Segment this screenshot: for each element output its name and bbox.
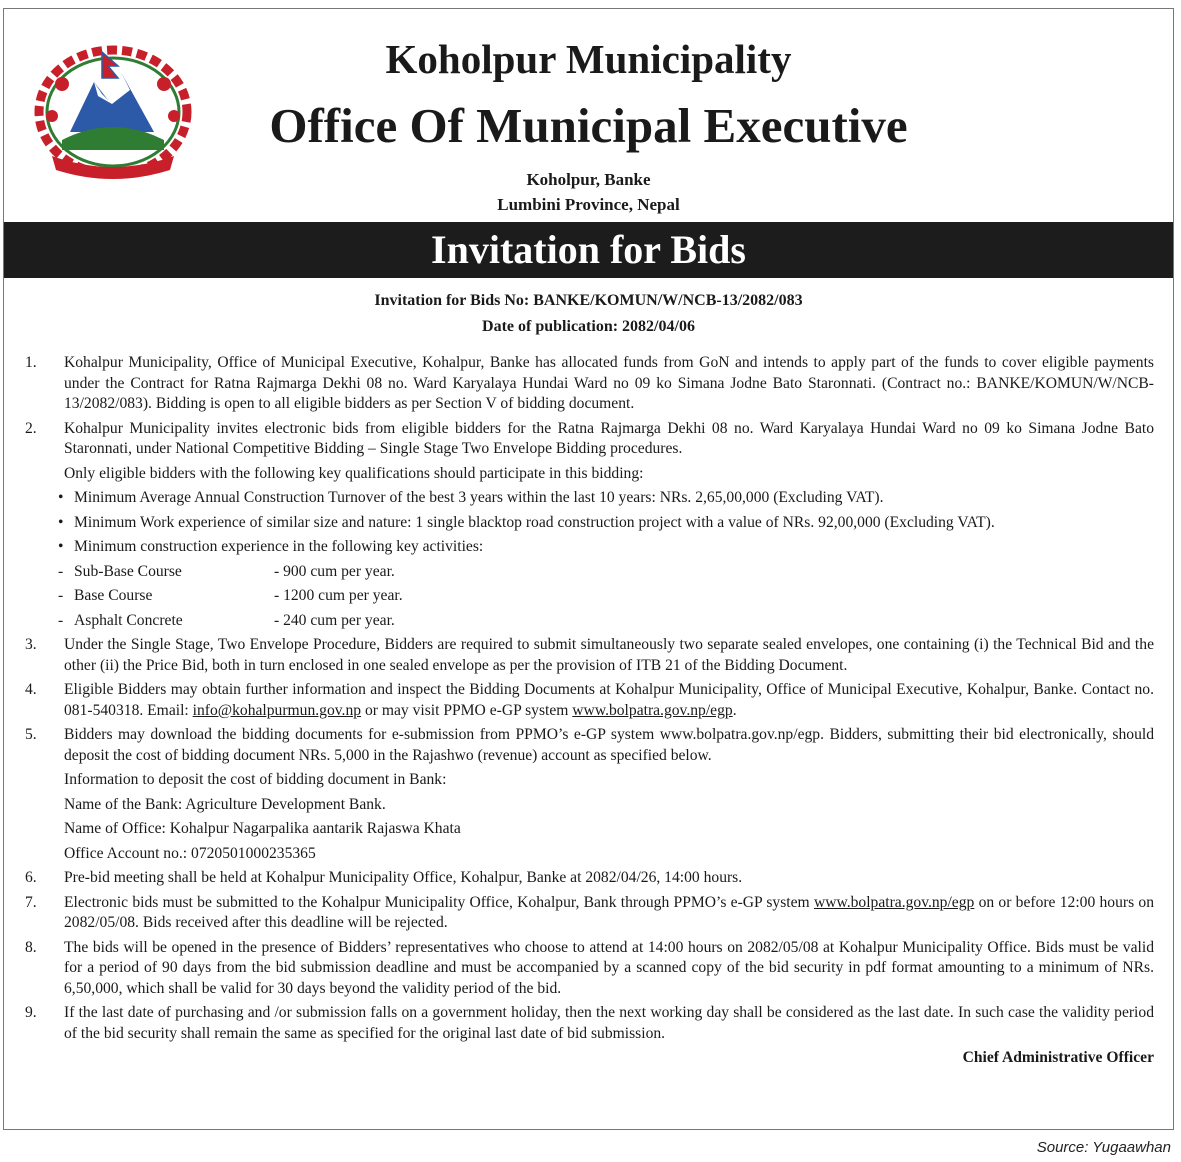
qualification-text: Minimum Average Annual Construction Turnover of the best 3 years within the last 10 years: NRs. 2,65,00,000 (Excluding VAT).	[74, 489, 884, 506]
clause-number: 5.	[25, 726, 37, 743]
activity-value: - 240 cum per year.	[274, 611, 395, 629]
clause-text: .	[732, 701, 737, 719]
qualification-item	[22, 488, 1154, 509]
clause-4	[22, 680, 1154, 721]
notice-title-banner: Invitation for Bids	[4, 222, 1173, 278]
clause-5	[22, 725, 1154, 766]
clause-text: Electronic bids must be submitted to the Kohalpur Municipality Office, Kohalpur, Bank through PPMO’s e-GP system	[64, 893, 814, 911]
bullet-icon: •	[58, 538, 64, 555]
clause-text: If the last date of purchasing and /or submission falls on a government holiday, then the next working day shall be considered as the last date. In such case the validity period of the bid security shall remain the same as specified for the original last date of bid submission.	[64, 1004, 1154, 1042]
office-location: Koholpur, Banke	[526, 170, 651, 189]
clause-number: 1.	[25, 354, 37, 371]
clause-3	[22, 635, 1154, 676]
notice-body	[22, 353, 1154, 1069]
signatory-title: Chief Administrative Officer	[962, 1049, 1154, 1066]
activity-name: Base Course	[74, 587, 153, 604]
clause-text: Under the Single Stage, Two Envelope Procedure, Bidders are required to submit simultaneously two separate sealed envelopes, one containing (i) the Technical Bid and the other (ii) the Price Bid, both in turn enclosed in one sealed envelope as per the provision of ITB 21 of the Bidding Document.	[64, 636, 1154, 674]
activity-name: Sub-Base Course	[74, 562, 182, 580]
clause-number: 6.	[25, 869, 37, 886]
qualification-item	[22, 537, 1154, 558]
clause-text: Eligible Bidders may obtain further information and inspect the Bidding Documents at Kohalpur Municipality, Office of Municipal Executive, Kohalpur, Banke. Contact no. 081-540318. Email:	[64, 681, 1154, 719]
activity-row	[22, 562, 1154, 583]
clause-text: The bids will be opened in the presence of Bidders’ representatives who choose to attend at 14:00 hours on 2082/05/08 at Kohalpur Municipality Office. Bids must be valid for a period of 90 days from the bid submission deadline and must be accompanied by a scanned copy of the bid security in pdf format amounting to a minimum of NRs. 6,50,000, which shall be valid for 30 days beyond the validity period of the bid.	[64, 938, 1154, 997]
clause-9	[22, 1003, 1154, 1044]
egp-link[interactable]: www.bolpatra.gov.np/egp	[813, 893, 975, 911]
bank-info-intro: Information to deposit the cost of bidding document in Bank:	[64, 771, 447, 788]
clause-number: 9.	[25, 1004, 37, 1021]
email-link[interactable]: info@kohalpurmun.gov.np	[192, 701, 362, 719]
clause-text: Bidders may download the bidding documents for e-submission from PPMO’s e-GP system www.bolpatra.gov.np/egp. Bidders, submitting their bid electronically, should deposit the cost of bidding document NRs. 5,000 in the Rajashwo (revenue) account as specified below.	[64, 726, 1154, 764]
egp-link[interactable]: www.bolpatra.gov.np/egp	[572, 701, 733, 719]
clause-2	[22, 419, 1154, 460]
publication-date: Date of publication: 2082/04/06	[482, 318, 695, 335]
dash-icon: -	[58, 611, 64, 629]
activity-row	[22, 586, 1154, 607]
activity-name: Asphalt Concrete	[74, 611, 183, 629]
clause-text: Pre-bid meeting shall be held at Kohalpur Municipality Office, Kohalpur, Banke at 2082/04/26, 14:00 hours.	[64, 869, 743, 886]
activity-row	[22, 611, 1154, 632]
clause-number: 3.	[25, 636, 37, 653]
bank-office: Name of Office: Kohalpur Nagarpalika aantarik Rajaswa Khata	[64, 820, 461, 837]
qualification-text: Minimum construction experience in the following key activities:	[74, 538, 484, 555]
clause-number: 8.	[25, 938, 37, 956]
qualification-item	[22, 513, 1154, 534]
clause-text: Kohalpur Municipality, Office of Municipal Executive, Kohalpur, Banke has allocated funds from GoN and intends to apply part of the funds to cover eligible payments under the Contract for Ratna Rajmarga Dekhi 08 no. Ward Karyalaya Hundai Ward no 09 ko Simana Jodne Bato Staronnati. (Contract no.: BANKE/KOMUN/W/NCB-13/2082/083). Bidding is open to all eligible bidders as per Section V of bidding document.	[64, 354, 1154, 412]
activity-value: - 900 cum per year.	[274, 562, 395, 580]
bank-name: Name of the Bank: Agriculture Development Bank.	[64, 795, 386, 813]
clause-text: or may visit PPMO e-GP system	[361, 701, 573, 719]
activity-value: - 1200 cum per year.	[274, 587, 403, 604]
clause-text: Kohalpur Municipality invites electronic bids from eligible bidders for the Ratna Rajmarga Dekhi 08 no. Ward Karyalaya Hundai Ward no 09 ko Simana Jodne Bato Staronnati, under National Competitive Bidding – Single Stage Two Envelope Bidding procedures.	[64, 419, 1154, 457]
office-province: Lumbini Province, Nepal	[497, 195, 680, 214]
clause-6	[22, 868, 1154, 889]
office-name: Office Of Municipal Executive	[269, 98, 908, 153]
clause-7	[22, 893, 1154, 934]
municipality-name: Koholpur Municipality	[385, 36, 792, 82]
clause-1	[22, 353, 1154, 415]
clause-number: 7.	[25, 893, 37, 911]
bullet-icon: •	[58, 489, 64, 506]
dash-icon: -	[58, 587, 64, 604]
bank-account: Office Account no.: 0720501000235365	[64, 844, 316, 862]
notice-frame	[3, 8, 1174, 1130]
ifb-number: Invitation for Bids No: BANKE/KOMUN/W/NCB-13/2082/083	[374, 292, 803, 309]
source-credit: Source: Yugaawhan	[1036, 1139, 1171, 1156]
clause-8	[22, 938, 1154, 1000]
qualification-text: Minimum Work experience of similar size and nature: 1 single blacktop road construction project with a value of NRs. 92,00,000 (Excluding VAT).	[74, 513, 995, 531]
dash-icon: -	[58, 562, 64, 580]
qualification-intro: Only eligible bidders with the following key qualifications should participate in this bidding:	[64, 464, 644, 482]
clause-text: on or before 12:00 hours on 2082/05/08. Bids received after this deadline will be rejected.	[64, 893, 1154, 931]
clause-number: 4.	[25, 681, 37, 698]
bullet-icon: •	[58, 513, 64, 531]
clause-number: 2.	[25, 419, 37, 437]
